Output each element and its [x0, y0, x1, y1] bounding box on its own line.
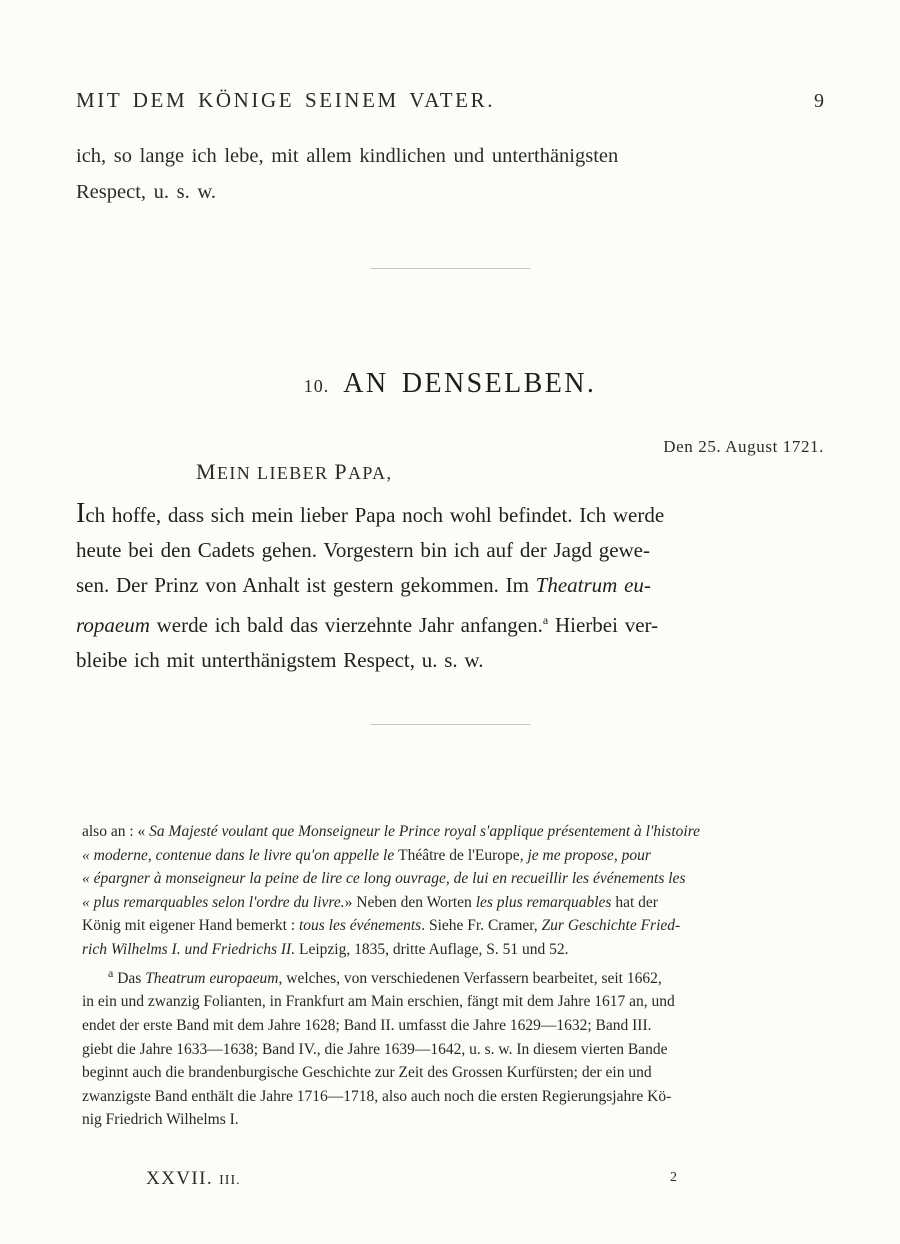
footnote-1-line-6 [82, 938, 822, 962]
footnote-2-line-6: zwanzigste Band enthält die Jahre 1716—1718, also auch noch die ersten Regierungsjahre Kö- [82, 1087, 672, 1105]
running-head [76, 88, 824, 113]
footnote-1 [82, 820, 822, 844]
fn1-line6-italic: rich Wilhelms I. und Friedrichs II. [82, 940, 296, 958]
fn2-line1-prefix: Das [113, 969, 146, 987]
letter-line-2: heute bei den Cadets gehen. Vorgestern bin ich auf der Jagd gewe- [76, 538, 650, 562]
footnote-2-line-3: endet der erste Band mit dem Jahre 1628; Band II. umfasst die Jahre 1629—1632; Band III. [82, 1016, 652, 1034]
section-title: AN DENSELBEN. [343, 368, 597, 399]
letter-line-4-text: werde ich bald das vierzehnte Jahr anfangen. [149, 613, 543, 637]
letter-line-4 [76, 603, 820, 643]
continued-paragraph [76, 138, 820, 210]
footnote-1-line-4 [82, 891, 822, 915]
fn1-line4-roman-b: hat der [611, 893, 658, 911]
signature-mark-volume: XXVII. [146, 1168, 213, 1189]
salutation-text-1: EIN LIEBER [216, 463, 335, 483]
letter-line-3 [76, 568, 820, 603]
footnote-2-line-4: giebt die Jahre 1633—1638; Band IV., die Jahre 1639—1642, u. s. w. In diesem vierten Bande [82, 1040, 668, 1058]
section-divider-rule-bottom [370, 724, 530, 725]
fn1-line4-italic-a: « plus remarquables selon l'ordre du livre. [82, 893, 345, 911]
footnote-2-line-5: beginnt auch die brandenburgische Geschichte zur Zeit des Grossen Kurfürsten; der ein und [82, 1064, 652, 1082]
letter-dropcap: I [76, 498, 86, 529]
fn2-line1-italic: Theatrum europaeum [145, 969, 279, 987]
fn1-line2-roman: Théâtre de l'Europe [398, 846, 520, 864]
letter-line-1-text: ch hoffe, dass sich mein lieber Papa noch wohl befindet. Ich werde [85, 503, 665, 527]
fn1-line5-roman-a: König mit eigener Hand bemerkt : [82, 917, 299, 935]
fn1-line4-italic-b: les plus remarquables [475, 893, 612, 911]
section-number: 10. [303, 376, 330, 396]
letter-line-4-italic: ropaeum [76, 613, 150, 637]
fn1-line5-italic-b: Zur Geschichte Fried- [541, 917, 681, 935]
footnote-1-line-2 [82, 844, 822, 868]
letter-line-3-italic: Theatrum eu- [535, 573, 651, 597]
letter-line-5: bleibe ich mit unterthänigstem Respect, u. s. w. [76, 648, 484, 672]
letter-line-4-tail: Hierbei ver- [548, 613, 659, 637]
footnote-2 [82, 962, 822, 991]
footnote-1-line-3 [82, 867, 822, 891]
section-divider-rule-top [370, 268, 530, 269]
continued-paragraph-line-1: ich, so lange ich lebe, mit allem kindlichen und unterthänigsten [76, 145, 619, 167]
signature-mark-part: III. [219, 1173, 241, 1188]
section-heading [0, 368, 900, 400]
footnote-2-line-2: in ein und zwanzig Folianten, in Frankfurt am Main erschien, fängt mit dem Jahre 1617 an, und [82, 993, 675, 1011]
sheet-number: 2 [670, 1170, 677, 1185]
fn1-line4-roman-a: » Neben den Worten [344, 893, 476, 911]
fn1-line2-italic-b: , je me propose, pour [519, 846, 651, 864]
fn1-line1-italic: Sa Majesté voulant que Monseigneur le Prince royal s'applique présentement à l'histoire [149, 823, 701, 840]
fn1-line3-italic: « épargner à monseigneur la peine de lire ce long ouvrage, de lui en recueillir les événements les [82, 870, 686, 888]
fn1-line1-prefix: also an : « [82, 823, 150, 840]
salutation-initial-p: P [334, 459, 348, 484]
letter-body [76, 498, 820, 678]
footnote-reference-a[interactable]: a [542, 613, 549, 627]
footnote-2-line-7: nig Friedrich Wilhelms I. [82, 1111, 239, 1129]
salutation-text-2: APA, [348, 463, 393, 483]
footnotes-block [82, 820, 822, 1132]
fn1-line5-roman-b: . Siehe Fr. Cramer, [421, 917, 542, 935]
footnote-marker-a: a [108, 965, 114, 980]
running-head-title: MIT DEM KÖNIGE SEINEM VATER. [76, 88, 496, 112]
fn1-line6-roman: Leipzig, 1835, dritte Auflage, S. 51 und 52. [295, 940, 569, 958]
page-number: 9 [814, 90, 824, 112]
fn2-line1-tail: , welches, von verschiedenen Verfassern bearbeitet, seit 1662, [278, 969, 662, 987]
letter-salutation [196, 459, 392, 485]
letter-date: Den 25. August 1721. [663, 437, 824, 456]
fn1-line2-italic-a: « moderne, contenue dans le livre qu'on appelle le [82, 846, 399, 864]
footnote-1-line-5 [82, 914, 822, 938]
salutation-initial-m: M [196, 459, 217, 484]
signature-mark [146, 1168, 241, 1190]
letter-line-1 [76, 498, 820, 533]
continued-paragraph-line-2: Respect, u. s. w. [76, 181, 216, 203]
fn1-line5-italic-a: tous les événements [298, 917, 422, 935]
letter-line-3-text: sen. Der Prinz von Anhalt ist gestern gekommen. Im [76, 573, 536, 597]
